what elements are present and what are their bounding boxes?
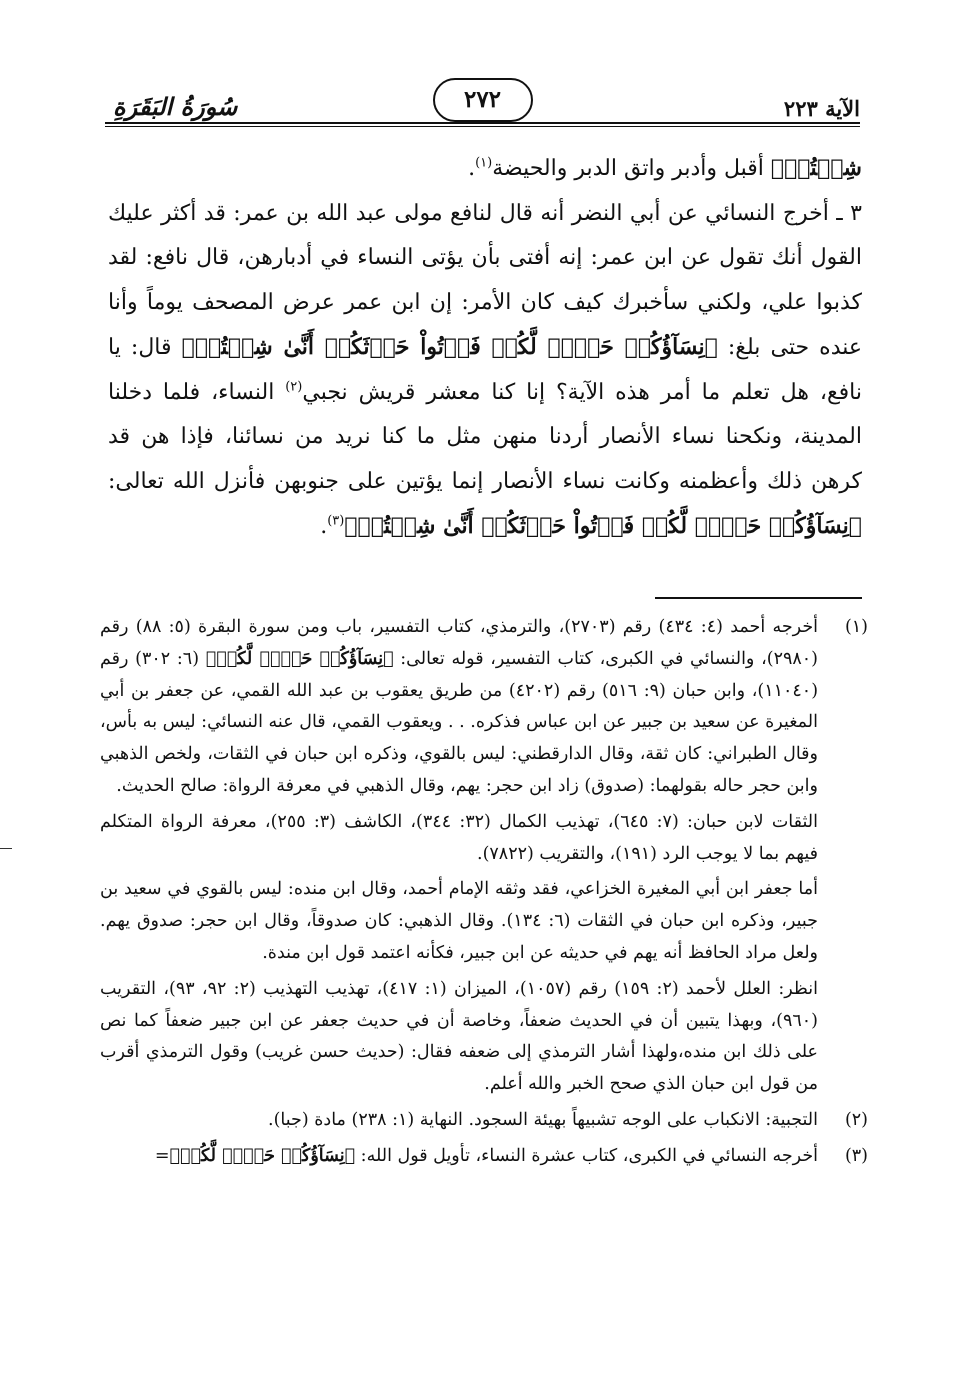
footnote-number: (١) [844, 617, 868, 637]
footnote-ref: (١) [475, 155, 493, 171]
footnote-paragraph [100, 612, 818, 803]
footnote-paragraph: التجبية: الانكباب على الوجه تشبيهاً بهيئة السجود. النهاية (١: ٢٣٨) مادة (جبا). [268, 1109, 818, 1130]
text-run: (٦: ٣٠٢) رقم (١١٠٤٠)، وابن حبان (٩: ٥١٦) رقم (٤٢٠٢) من طريق يعقوب بن عبد الله القمي، عن جعفر بن أبي المغيرة عن سعيد بن جبير عن ابن عباس فذكره. . . ويعقوب القمي، قال عنه النسائي: ليس به بأس، وقال الطبراني: كان ثقة، وقال الدارقطني: ليس بالقوي، وذكره ابن حبان في الثقات، ولخص الذهبي وابن حجر حاله بقولهما: (صدوق) زاد ابن حجر: يهم، وقال الذهبي في معرفة الرواة: صالح الحديث. [100, 648, 819, 796]
footnote-ref: (٣) [327, 513, 345, 529]
footnote-separator [655, 597, 862, 599]
footnote-paragraph [100, 1141, 818, 1173]
text-run: أخرجه النسائي في الكبرى، كتاب عشرة النساء، تأويل قول الله: [355, 1145, 818, 1166]
margin-mark [0, 848, 12, 849]
footnote-number: (٢) [844, 1109, 868, 1130]
quran-verse: شِئۡتُمۡ﴾ [770, 155, 862, 181]
page-number: ٢٧٢ [433, 78, 533, 122]
page-header [105, 78, 860, 130]
footnote-body [100, 1141, 818, 1177]
paragraph-2 [108, 192, 862, 550]
footnote-body [100, 612, 818, 1105]
text-run: أقبل وأدبر واتق الدبر والحيضة [492, 156, 771, 181]
text-run: أخرجه أحمد (٤: ٤٣٤) رقم (٢٧٠٣)، والترمذي، كتاب التفسير، باب ومن سورة البقرة (٥: ٨٨) رقم (٢٩٨٠)، والنسائي في الكبرى، كتاب التفسير، قوله تعالى: [100, 617, 818, 669]
footnote-ref: (٢) [285, 379, 303, 395]
text-run: النساء، فلما دخلنا المدينة، ونكحنا نساء الأنصار أردنا منهن مثل ما كنا نريد من نسائنا، فإذا هن قد كرهن ذلك وأعظمنه وكانت نساء الأنصار إنما يؤتين على جنوبهن فأنزل الله تعالى: [108, 379, 862, 494]
main-text [108, 146, 862, 550]
continuation-mark: = [154, 1145, 170, 1166]
surah-title: سُورَةُ البَقَرَةِ [113, 92, 238, 121]
footnote-paragraph: انظر: العلل لأحمد (٢: ١٥٩) رقم (١٠٥٧)، الميزان (١: ٤١٧)، تهذيب التهذيب (٢: ٩٢، ٩٣)، التقريب (٩٦٠)، وبهذا يتبين أن في الحديث ضعفاً، وخاصة أن في حديث جعفر عن ابن جبير ضعفاً كما نص على ذلك ابن منده،ولهذا أشار الترمذي إلى ضعفه فقال: (حديث حسن غريب) وقول الترمذي أقرب من قول ابن حبان الذي صحح الخبر والله أعلم. [100, 978, 818, 1095]
footnote-3 [100, 1141, 868, 1177]
footnote-paragraph: الثقات لابن حبان: (٧: ٦٤٥)، تهذيب الكمال (٣٢: ٣٤٤)، الكاشف (٣: ٢٥٥)، معرفة الرواة المتكلم فيهم بما لا يوجب الرد (١٩١)، والتقريب (٧٨٢٢). [100, 811, 818, 864]
header-rule [105, 122, 860, 124]
quran-verse: ﴿نِسَآؤُكُمۡ حَرۡثٞ لَّكُمۡ فَأۡتُواْ حَرۡثَكُمۡ أَنَّىٰ شِئۡتُمۡ﴾ [181, 334, 718, 360]
text-run: قال: يا نافع، هل تعلم ما أمر هذه الآية؟ إنا كنا معشر قريش نجبي [108, 335, 862, 405]
quran-verse: ﴿نِسَآؤُكُمۡ حَرۡثٞ لَّكُمۡ فَأۡتُواْ حَرۡثَكُمۡ أَنَّىٰ شِئۡتُمۡ﴾ [344, 513, 862, 539]
text-run: . [468, 156, 476, 181]
footnote-body [100, 1105, 818, 1141]
footnote-2 [100, 1105, 868, 1141]
footnote-paragraph: أما جعفر ابن أبي المغيرة الخزاعي، فقد وثقه الإمام أحمد، وقال ابن منده: ليس بالقوي في سعيد بن جبير، وذكره ابن حبان في الثقات (٦: ١٣٤). وقال الذهبي: كان صدوقاً، وقال ابن حجر: صدوق يهم. ولعل مراد الحافظ أنه يهم في حديثه عن ابن جبير، فكأنه اعتمد قول ابن مندة. [100, 879, 818, 963]
quran-verse: ﴿نِسَآؤُكُمۡ حَرۡثٞ لَّكُمۡ﴾ [169, 1145, 356, 1166]
footnote-1 [100, 612, 868, 1105]
verse-label: الآية ٢٢٣ [783, 96, 860, 121]
footnotes [100, 612, 868, 1177]
quran-verse: ﴿نِسَآؤُكُمۡ حَرۡثٞ لَّكُمۡ﴾ [205, 648, 394, 669]
text-run: . [320, 514, 328, 539]
header-rule-thin [105, 126, 860, 127]
text-run: ٣ ـ أخرج النسائي عن أبي النضر أنه قال لنافع مولى عبد الله بن عمر: قد أكثر عليك القول أنك تقول عن ابن عمر: إنه أفتى بأن يؤتى النساء في أدبارهن، قال نافع: لقد كذبوا علي، ولكني سأخبرك كيف كان الأمر: إن ابن عمر عرض المصحف يوماً وأنا عنده حتى بلغ: [108, 200, 863, 360]
footnote-number: (٣) [844, 1145, 868, 1166]
paragraph-1 [108, 146, 862, 192]
